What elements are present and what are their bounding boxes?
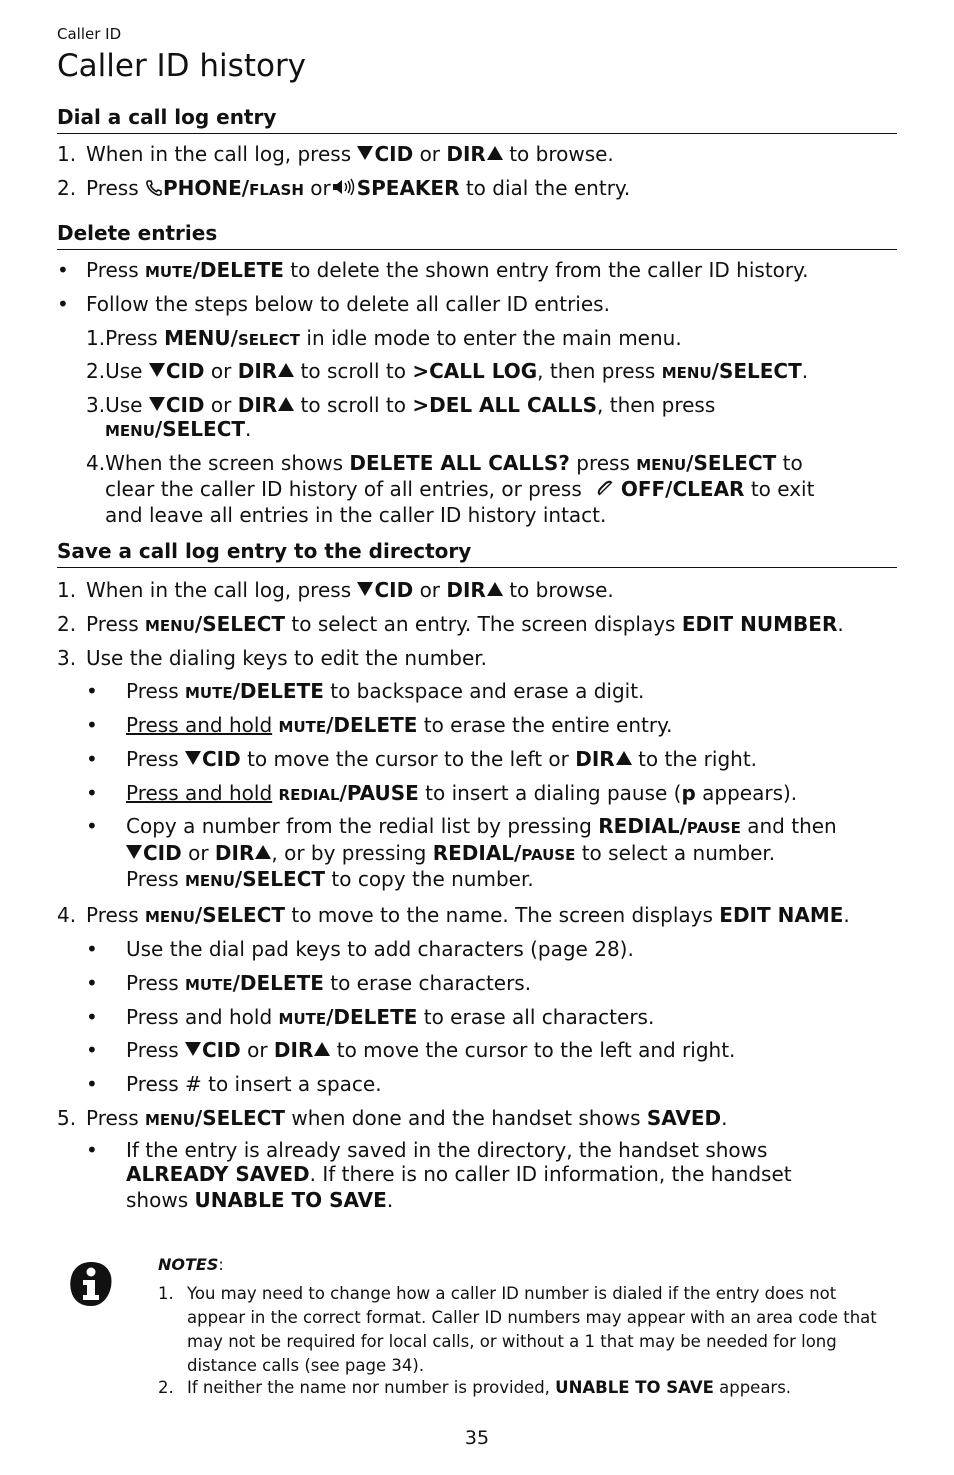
saved-bullet-1: • If the entry is already saved in the directory, the handset shows [86, 1138, 768, 1162]
up-arrow-icon [278, 363, 294, 377]
delete-step-3-cont: MENU/SELECT. [105, 417, 252, 441]
page-number: 35 [464, 1427, 490, 1449]
down-arrow-icon [149, 363, 165, 377]
note-1: 1. You may need to change how a caller ID number is dialed if the entry does not appear in the correct format. Caller ID numbers may appear with an area code that may not be required for local calls, or without a 1 that may be needed for long distance calls (see page 34). [158, 1284, 877, 1375]
down-arrow-icon [357, 582, 373, 596]
save-step-3: 3. Use the dialing keys to edit the number. [57, 646, 487, 670]
section-heading-delete: Delete entries [57, 221, 897, 250]
down-arrow-icon [185, 751, 201, 765]
delete-step-3: 3.Use CID or DIR to scroll to >DEL ALL CALLS, then press [86, 393, 716, 417]
saved-bullet-1-line-3: shows UNABLE TO SAVE. [126, 1188, 394, 1212]
up-arrow-icon [278, 397, 294, 411]
save-bullet-5-line-3: Press MENU/SELECT to copy the number. [126, 867, 534, 891]
off-clear-icon [595, 478, 615, 498]
delete-step-1: 1.Press MENU/SELECT in idle mode to enter the main menu. [86, 326, 682, 350]
name-bullet-1: • Use the dial pad keys to add characters (page 28). [86, 937, 634, 961]
delete-step-2: 2.Use CID or DIR to scroll to >CALL LOG, then press MENU/SELECT. [86, 359, 809, 383]
down-arrow-icon [149, 397, 165, 411]
section-dial [57, 105, 897, 134]
save-bullet-2: • Press and hold MUTE/DELETE to erase the entire entry. [86, 713, 673, 737]
delete-step-4-line-2: clear the caller ID history of all entries, or press OFF/CLEAR to exit [105, 477, 815, 501]
up-arrow-icon [487, 582, 503, 596]
delete-step-4: 4.When the screen shows DELETE ALL CALLS? press MENU/SELECT to [86, 451, 803, 475]
up-arrow-icon [487, 146, 503, 160]
up-arrow-icon [255, 845, 271, 859]
info-icon [67, 1259, 115, 1309]
save-step-1: 1. When in the call log, press CID or DIR to browse. [57, 578, 614, 602]
dial-step-2: 2. Press PHONE/FLASH or SPEAKER to dial the entry. [57, 176, 631, 200]
note-2: 2. If neither the name nor number is provided, UNABLE TO SAVE appears. [158, 1378, 792, 1397]
page-title: Caller ID history [57, 48, 307, 84]
save-bullet-5: • Copy a number from the redial list by pressing REDIAL/PAUSE and then [86, 814, 837, 838]
name-bullet-3: • Press and hold MUTE/DELETE to erase all characters. [86, 1005, 655, 1029]
dial-step-1: 1. When in the call log, press CID or DIR to browse. [57, 142, 614, 166]
running-header: Caller ID [57, 25, 122, 43]
delete-step-4-line-3: and leave all entries in the caller ID history intact. [105, 503, 607, 527]
save-step-5: 5. Press MENU/SELECT when done and the handset shows SAVED. [57, 1106, 728, 1130]
notes-heading: NOTES: [158, 1255, 224, 1274]
save-bullet-3: • Press CID to move the cursor to the left or DIR to the right. [86, 747, 758, 771]
delete-bullet-1: • Press MUTE/DELETE to delete the shown entry from the caller ID history. [57, 258, 809, 282]
phone-icon [145, 179, 163, 197]
delete-bullet-2: • Follow the steps below to delete all caller ID entries. [57, 292, 610, 316]
name-bullet-5: • Press # to insert a space. [86, 1072, 382, 1096]
section-save [57, 539, 897, 568]
save-bullet-5-line-2: CID or DIR , or by pressing REDIAL/PAUSE to select a number. [126, 840, 775, 868]
section-heading-save: Save a call log entry to the directory [57, 539, 897, 568]
save-step-4: 4. Press MENU/SELECT to move to the name. The screen displays EDIT NAME. [57, 903, 850, 927]
name-bullet-4: • Press CID or DIR to move the cursor to the left and right. [86, 1038, 736, 1062]
name-bullet-2: • Press MUTE/DELETE to erase characters. [86, 971, 532, 995]
down-arrow-icon [126, 845, 142, 859]
section-heading-dial: Dial a call log entry [57, 105, 897, 134]
up-arrow-icon [616, 751, 632, 765]
up-arrow-icon [314, 1042, 330, 1056]
speaker-icon [331, 177, 357, 197]
down-arrow-icon [357, 146, 373, 160]
save-bullet-4: • Press and hold REDIAL/PAUSE to insert a dialing pause (p appears). [86, 781, 798, 805]
down-arrow-icon [185, 1042, 201, 1056]
save-bullet-1: • Press MUTE/DELETE to backspace and erase a digit. [86, 679, 645, 703]
save-step-2: 2. Press MENU/SELECT to select an entry. The screen displays EDIT NUMBER. [57, 612, 844, 636]
saved-bullet-1-line-2: ALREADY SAVED. If there is no caller ID information, the handset [126, 1162, 792, 1186]
section-delete [57, 221, 897, 250]
